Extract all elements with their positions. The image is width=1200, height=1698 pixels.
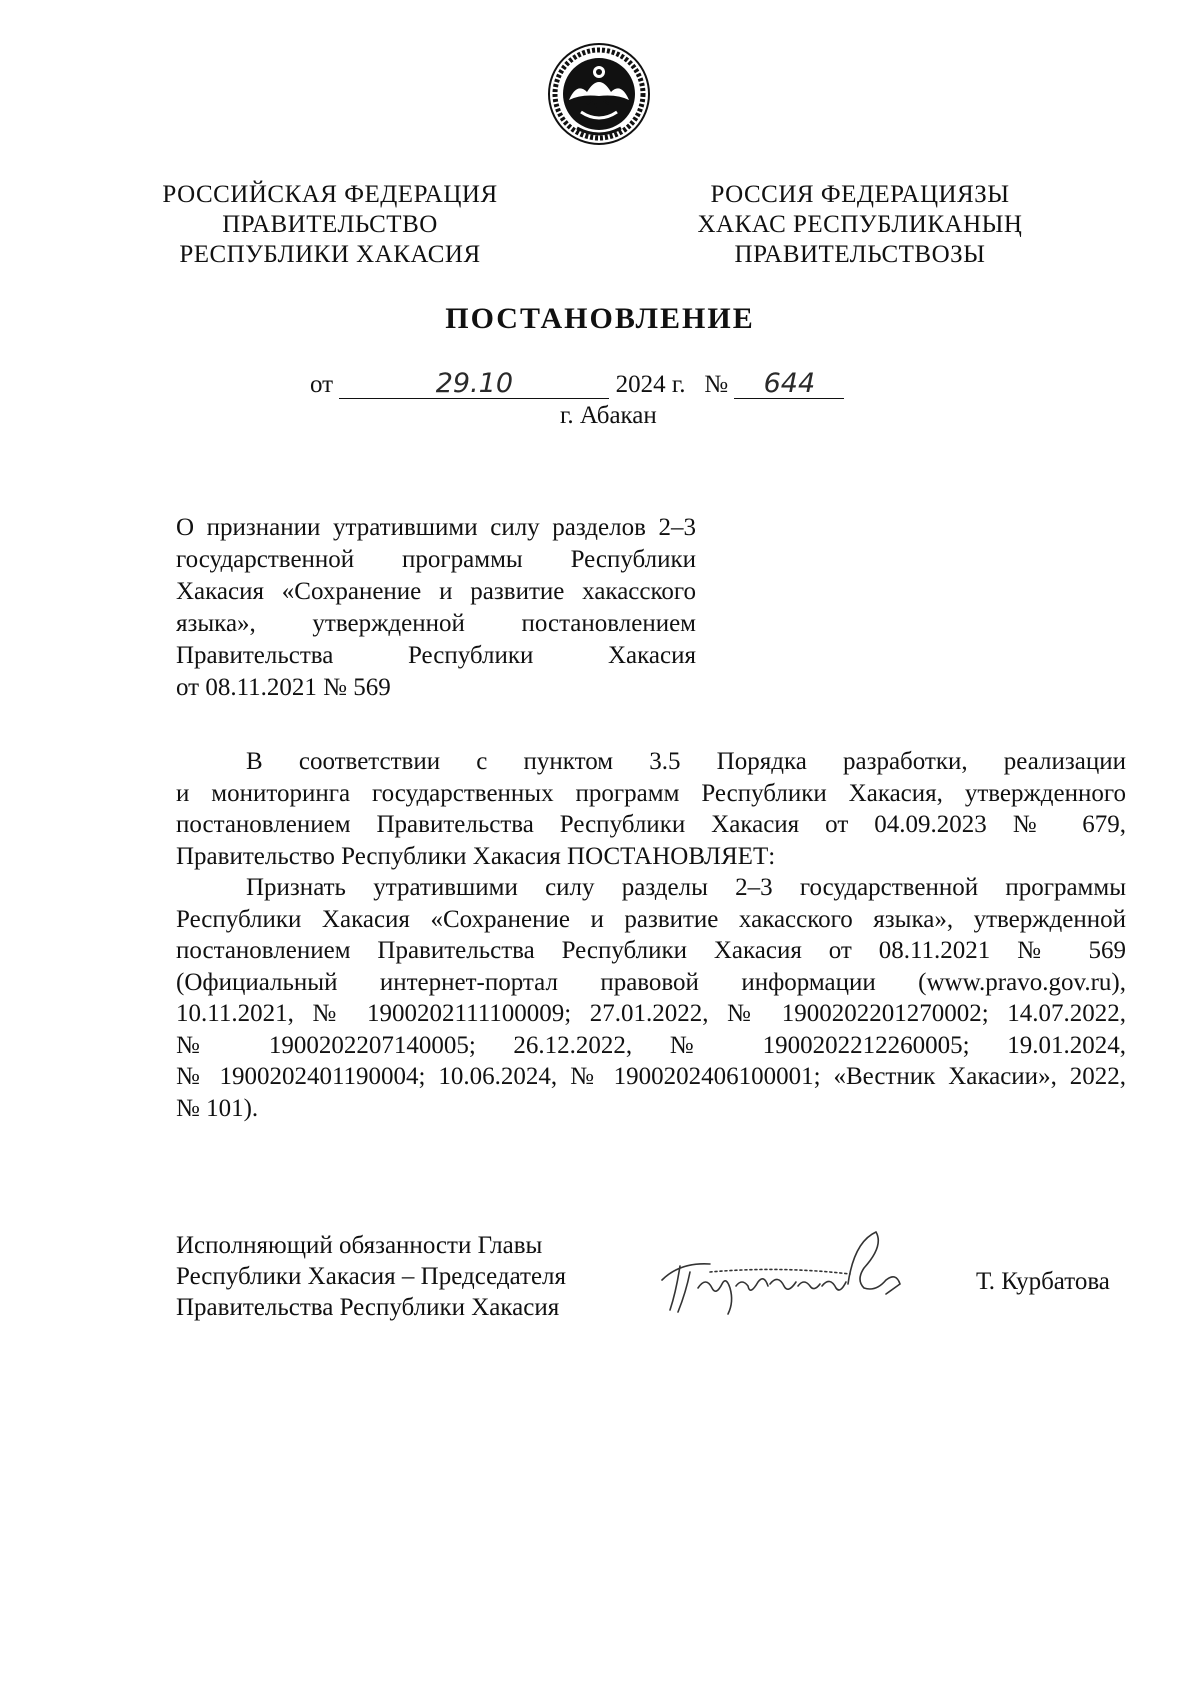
subject-line: О признании утратившими силу разделов 2–3 [176,514,696,541]
header-right-line: ХАКАС РЕСПУБЛИКАНЫҢ [697,211,1023,238]
from-label: от [310,371,334,398]
header-right-line: РОССИЯ ФЕДЕРАЦИЯЗЫ [710,181,1010,208]
subject-line: Правительства Республики Хакасия [176,642,696,669]
document-title: ПОСТАНОВЛЕНИЕ [445,302,755,335]
body-line: Республики Хакасия «Сохранение и развитие хакасского языка», утвержденной [176,905,1126,933]
document-subject [176,512,696,704]
number-field [734,368,844,399]
body-line: и мониторинга государственных программ Республики Хакасия, утвержденного [176,779,1126,807]
body-line: № 1900202401190004; 10.06.2024, № 1900202406100001; «Вестник Хакасии», 2022, [176,1063,1126,1090]
city-label: г. Абакан [560,402,657,429]
handwritten-signature [650,1222,920,1332]
date-number-line [310,368,844,399]
header-left-russian [160,180,500,270]
signatory-position [176,1230,566,1323]
year-label: 2024 г. [615,371,686,398]
body-line: В соответствии с пунктом 3.5 Порядка разработки, реализации [246,748,1126,775]
header-left-line: РЕСПУБЛИКИ ХАКАСИЯ [179,241,481,268]
header-left-line: РОССИЙСКАЯ ФЕДЕРАЦИЯ [162,181,498,208]
handwritten-number: 644 [763,368,816,399]
body-line: постановлением Правительства Республики Хакасия от 08.11.2021 № 569 [176,937,1126,964]
body-line: № 1900202207140005; 26.12.2022, № 1900202212260005; 19.01.2024, [176,1031,1126,1059]
body-line: постановлением Правительства Республики Хакасия от 04.09.2023 № 679, [176,811,1126,838]
header-right-khakas [690,180,1030,270]
header-right-line: ПРАВИТЕЛЬСТВОЗЫ [734,241,986,268]
body-line: Признать утратившими силу разделы 2–3 государственной программы [246,874,1126,901]
position-line: Республики Хакасия – Председателя [176,1263,567,1290]
document-body [176,746,1126,1124]
position-line: Исполняющий обязанности Главы [176,1232,543,1259]
position-line: Правительства Республики Хакасия [176,1294,560,1321]
date-field [339,368,609,399]
body-line: № 101). [176,1094,259,1122]
subject-line: государственной программы Республики [176,546,696,573]
body-line: 10.11.2021, № 1900202111100009; 27.01.2022, № 1900202201270002; 14.07.2022, [176,1000,1126,1027]
number-label: № [704,371,729,398]
signatory-name: Т. Курбатова [976,1268,1110,1295]
coat-of-arms-emblem [547,42,651,146]
subject-line: Хакасия «Сохранение и развитие хакасского [176,578,696,605]
header-left-line: ПРАВИТЕЛЬСТВО [222,211,438,238]
body-line: (Официальный интернет-портал правовой информации (www.pravo.gov.ru), [176,968,1126,996]
handwritten-date: 29.10 [435,368,513,399]
body-line: Правительство Республики Хакасия ПОСТАНОВЛЯЕТ: [176,842,776,870]
subject-line: от 08.11.2021 № 569 [176,674,391,701]
subject-line: языка», утвержденной постановлением [176,610,696,637]
